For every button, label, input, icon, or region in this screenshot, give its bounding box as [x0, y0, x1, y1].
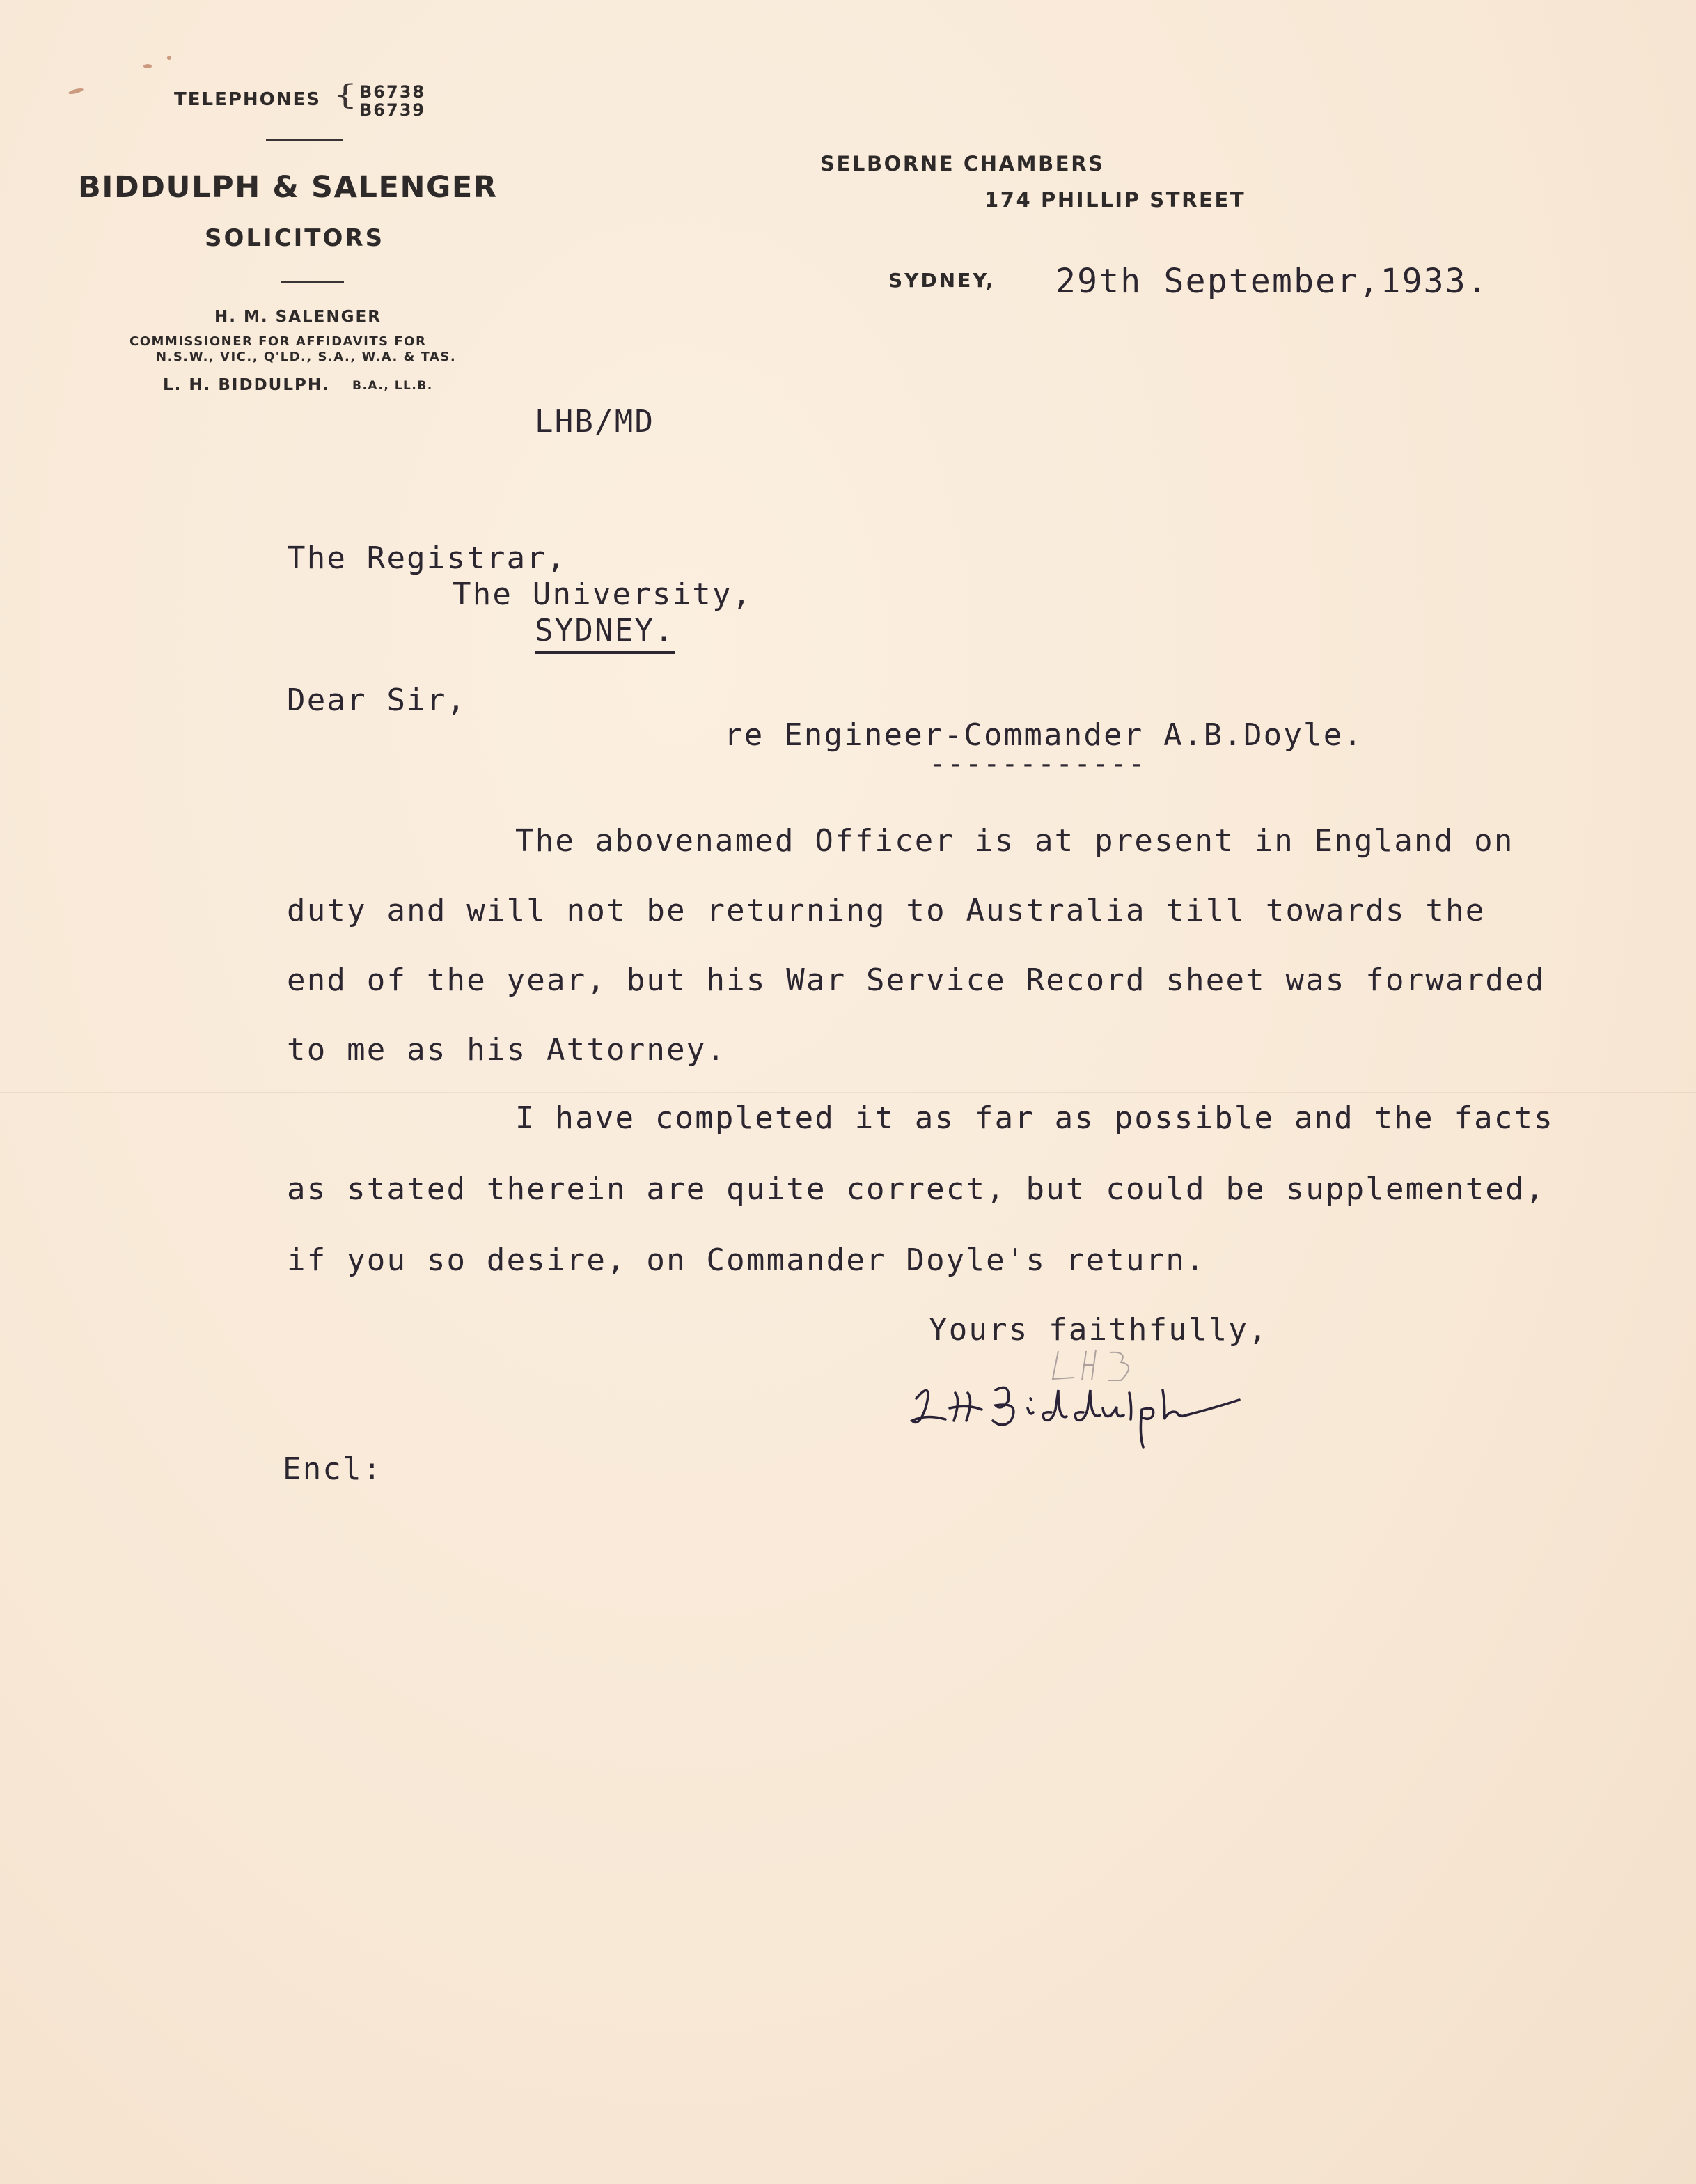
paper-stain — [143, 64, 152, 68]
address-city: SYDNEY, — [888, 269, 996, 292]
address-building: SELBORNE CHAMBERS — [820, 152, 1105, 176]
body-line: duty and will not be returning to Australia till towards the — [287, 893, 1486, 928]
telephones-label: TELEPHONES — [174, 89, 321, 110]
body-line: to me as his Attorney. — [287, 1032, 727, 1068]
firm-name: BIDDULPH & SALENGER — [78, 170, 498, 205]
partner-name-salenger: H. M. SALENGER — [214, 308, 382, 326]
phone-number-2: B6739 — [359, 100, 426, 120]
subject-line: re Engineer-Commander A.B.Doyle. — [724, 717, 1364, 753]
recipient-line3: SYDNEY. — [535, 613, 675, 654]
divider-rule — [281, 281, 344, 283]
closing: Yours faithfully, — [929, 1312, 1269, 1348]
signature — [891, 1323, 1323, 1462]
partner-title-line1: COMMISSIONER FOR AFFIDAVITS FOR — [129, 334, 427, 349]
divider-rule — [266, 139, 343, 141]
signature-initials — [1053, 1350, 1129, 1380]
body-line: if you so desire, on Commander Doyle's return. — [287, 1242, 1206, 1278]
reference-code: LHB/MD — [535, 404, 655, 439]
address-street: 174 PHILLIP STREET — [984, 188, 1246, 212]
brace-icon: { — [333, 79, 358, 111]
body-line: end of the year, but his War Service Record sheet was forwarded — [287, 962, 1546, 998]
signature-name — [912, 1387, 1239, 1447]
letter-date: 29th September,1933. — [1055, 262, 1489, 301]
partner-title-line2: N.S.W., VIC., Q'LD., S.A., W.A. & TAS. — [156, 350, 457, 364]
recipient-line1: The Registrar, — [287, 540, 567, 576]
partner-qualifications: B.A., LL.B. — [352, 379, 433, 393]
paper-fold — [0, 1092, 1696, 1093]
body-line: as stated therein are quite correct, but could be supplemented, — [287, 1171, 1546, 1207]
phone-number-1: B6738 — [359, 82, 426, 102]
subject-underline: ------------ — [929, 748, 1147, 780]
enclosure-note: Encl: — [283, 1451, 383, 1487]
body-line: I have completed it as far as possible and the facts — [515, 1100, 1554, 1136]
body-line: The abovenamed Officer is at present in England on — [515, 823, 1514, 859]
partner-name-biddulph: L. H. BIDDULPH. — [163, 376, 330, 394]
recipient-line2: The University, — [453, 577, 753, 612]
paper-stain — [68, 87, 84, 95]
firm-type: SOLICITORS — [205, 224, 385, 252]
paper-stain — [167, 56, 171, 60]
salutation: Dear Sir, — [287, 682, 467, 718]
